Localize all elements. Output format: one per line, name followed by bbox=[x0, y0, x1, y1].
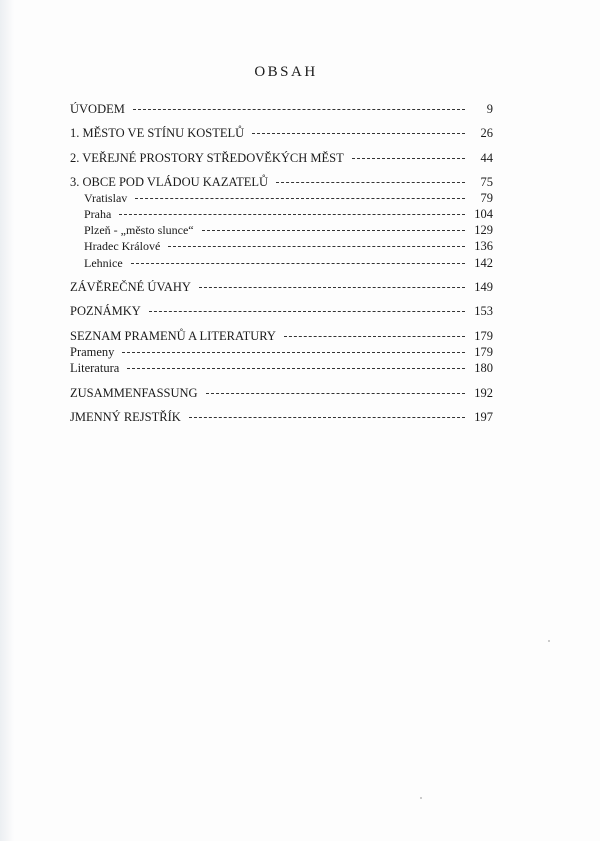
toc-entry-zaverecne-uvahy bbox=[70, 279, 493, 296]
dot-leader bbox=[206, 393, 465, 394]
toc-subentry-prameny bbox=[70, 344, 493, 361]
paper-speck bbox=[548, 640, 550, 642]
toc-entry-chapter-1 bbox=[70, 125, 493, 142]
toc-entry-label: JMENNÝ REJSTŘÍK bbox=[70, 410, 181, 424]
dot-leader bbox=[252, 133, 465, 134]
toc-entry-label: Praha bbox=[84, 207, 112, 221]
dot-leader bbox=[199, 287, 465, 288]
toc-entry-label: Vratislav bbox=[84, 191, 128, 205]
dot-leader bbox=[135, 198, 465, 199]
toc-entry-poznamky bbox=[70, 303, 493, 320]
toc-subentry-lehnice bbox=[84, 255, 493, 272]
toc-entry-jmenny-rejstrik bbox=[70, 409, 493, 426]
dot-leader bbox=[284, 336, 465, 337]
paper-speck bbox=[420, 797, 422, 799]
toc-entry-label: SEZNAM PRAMENŮ A LITERATURY bbox=[70, 329, 276, 343]
dot-leader bbox=[149, 311, 465, 312]
toc-entry-label: Lehnice bbox=[84, 256, 123, 270]
toc-entry-page: 44 bbox=[480, 151, 493, 165]
toc-subentry-plzen bbox=[84, 222, 493, 239]
toc-entry-page: 192 bbox=[474, 386, 493, 400]
toc-entry-label: ZÁVĚREČNÉ ÚVAHY bbox=[70, 280, 191, 294]
page-binding-edge bbox=[0, 0, 14, 841]
toc-entry-page: 179 bbox=[474, 329, 493, 343]
toc-entry-page: 179 bbox=[474, 345, 493, 359]
toc-entry-label: Plzeň - „město slunce“ bbox=[84, 223, 194, 237]
toc-entry-page: 153 bbox=[474, 304, 493, 318]
toc-subentry-literatura bbox=[70, 360, 493, 377]
dot-leader bbox=[122, 352, 465, 353]
toc-entry-label: POZNÁMKY bbox=[70, 304, 141, 318]
dot-leader bbox=[119, 214, 465, 215]
toc-entry-seznam-pramenu bbox=[70, 328, 493, 345]
toc-subentry-vratislav bbox=[84, 190, 493, 207]
toc-entry-label: 2. VEŘEJNÉ PROSTORY STŘEDOVĚKÝCH MĚST bbox=[70, 151, 344, 165]
dot-leader bbox=[168, 246, 465, 247]
toc-subentry-praha bbox=[84, 206, 493, 223]
toc-entry-chapter-2 bbox=[70, 150, 493, 167]
dot-leader bbox=[127, 368, 465, 369]
toc-entry-page: 142 bbox=[474, 256, 493, 270]
toc-entry-page: 197 bbox=[474, 410, 493, 424]
toc-entry-label: ZUSAMMENFASSUNG bbox=[70, 386, 198, 400]
toc-entry-page: 129 bbox=[474, 223, 493, 237]
dot-leader bbox=[202, 230, 465, 231]
dot-leader bbox=[352, 158, 465, 159]
toc-entry-label: Hradec Králové bbox=[84, 239, 161, 253]
dot-leader bbox=[189, 417, 465, 418]
dot-leader bbox=[276, 182, 465, 183]
toc-entry-page: 104 bbox=[474, 207, 493, 221]
toc-entry-label: 1. MĚSTO VE STÍNU KOSTELŮ bbox=[70, 126, 245, 140]
toc-entry-page: 136 bbox=[474, 239, 493, 253]
toc-entry-page: 75 bbox=[480, 175, 493, 189]
toc-entry-zusammenfassung bbox=[70, 385, 493, 402]
toc-title: OBSAH bbox=[254, 64, 318, 80]
dot-leader bbox=[133, 109, 465, 110]
toc-entry-label: Literatura bbox=[70, 361, 120, 375]
toc-entry-uvodem bbox=[70, 101, 493, 118]
toc-entry-label: 3. OBCE POD VLÁDOU KAZATELŮ bbox=[70, 175, 269, 189]
toc-entry-page: 79 bbox=[480, 191, 493, 205]
toc-entry-label: Prameny bbox=[70, 345, 115, 359]
toc-subentry-hradec-kralove bbox=[84, 238, 493, 255]
toc-entry-page: 180 bbox=[474, 361, 493, 375]
toc-entry-page: 149 bbox=[474, 280, 493, 294]
toc-entry-chapter-3 bbox=[70, 174, 493, 191]
toc-entry-page: 9 bbox=[486, 102, 493, 116]
toc-entry-label: ÚVODEM bbox=[70, 102, 125, 116]
toc-entry-page: 26 bbox=[480, 126, 493, 140]
dot-leader bbox=[131, 263, 465, 264]
